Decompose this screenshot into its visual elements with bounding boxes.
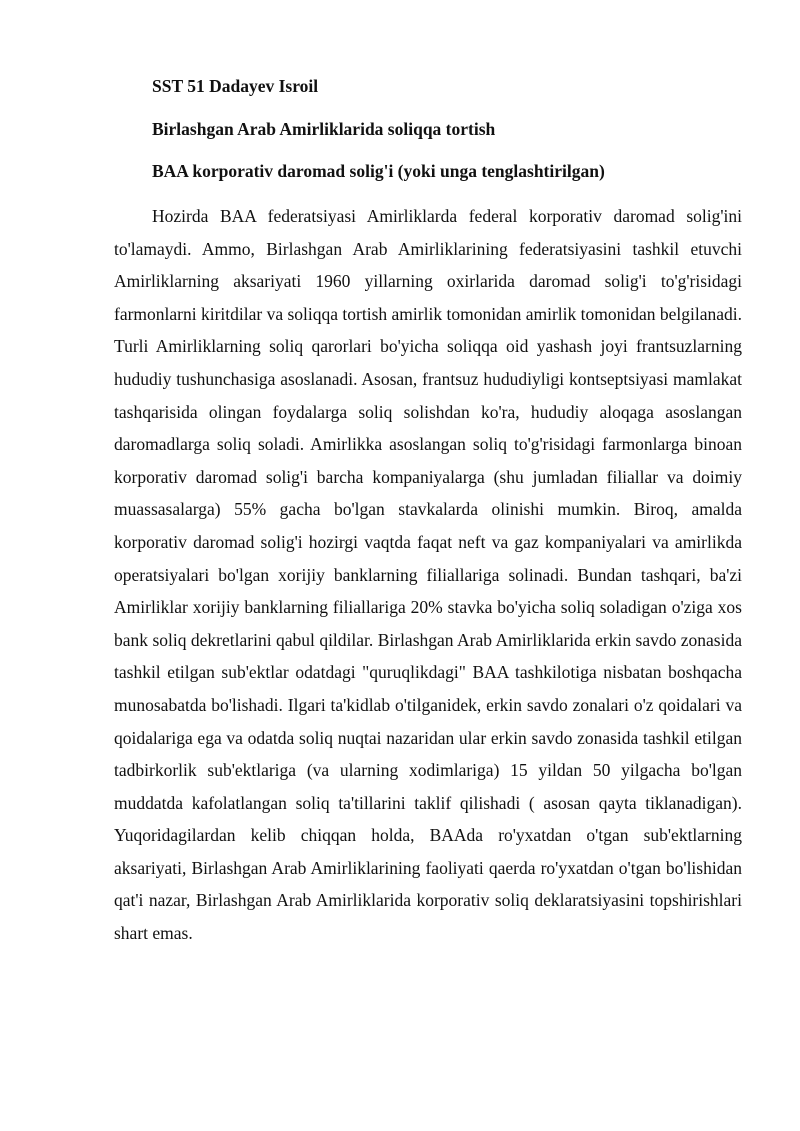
document-title: Birlashgan Arab Amirliklarida soliqqa tortish xyxy=(152,119,496,139)
author-line: SST 51 Dadayev Isroil xyxy=(152,76,319,96)
section-title: BAA korporativ daromad solig'i (yoki unga tenglashtirilgan) xyxy=(152,161,605,181)
body-paragraph: Hozirda BAA federatsiyasi Amirliklarda federal korporativ daromad solig'ini to'lamaydi. Ammo, Birlashgan Arab Amirliklarining federatsiyasini tashkil etuvchi Amirliklarning aksariyati 1960 yillarning oxirlarida daromad solig'i to'g'risidagi farmonlarni kiritdilar va soliqqa tortish amirlik tomonidan amirlik tomonidan belgilanadi. Turli Amirliklarning soliq qarorlari bo'yicha soliqqa oid yashash joyi frantsuzlarning hududiy tushunchasiga asoslanadi. Asosan, frantsuz hududiyligi kontseptsiyasi mamlakat tashqarisida olingan foydalarga soliq solishdan ko'ra, hududiy aloqaga asoslangan daromadlarga soliq soladi. Amirlikka asoslangan soliq to'g'risidagi farmonlarga binoan korporativ daromad solig'i barcha kompaniyalarga (shu jumladan filiallar va doimiy muassasalarga) 55% gacha bo'lgan stavkalarda olinishi mumkin. Biroq, amalda korporativ daromad solig'i hozirgi vaqtda faqat neft va gaz kompaniyalari va amirlikda operatsiyalari bo'lgan xorijiy banklarning filiallariga solinadi. Bundan tashqari, ba'zi Amirliklar xorijiy banklarning filiallariga 20% stavka bo'yicha soliq soladigan o'ziga xos bank soliq dekretlarini qabul qildilar. Birlashgan Arab Amirliklarida erkin savdo zonasida tashkil etilgan sub'ektlar odatdagi "quruqlikdagi" BAA tashkilotiga nisbatan boshqacha munosabatda bo'lishadi. Ilgari ta'kidlab o'tilganidek, erkin savdo zonalari o'z qoidalari va qoidalariga ega va odatda soliq nuqtai nazaridan ular erkin savdo zonasida tashkil etilgan tadbirkorlik sub'ektlariga (va ularning xodimlariga) 15 yildan 50 yilgacha bo'lgan muddatda kafolatlangan soliq ta'tillarini taklif qilishadi ( asosan qayta tiklanadigan). Yuqoridagilardan kelib chiqqan holda, BAAda ro'yxatdan o'tgan sub'ektlarning aksariyati, Birlashgan Arab Amirliklarining faoliyati qaerda ro'yxatdan o'tgan bo'lishidan qat'i nazar, Birlashgan Arab Amirliklarida korporativ soliq deklaratsiyasini topshirishlari shart emas. xyxy=(114,206,742,944)
